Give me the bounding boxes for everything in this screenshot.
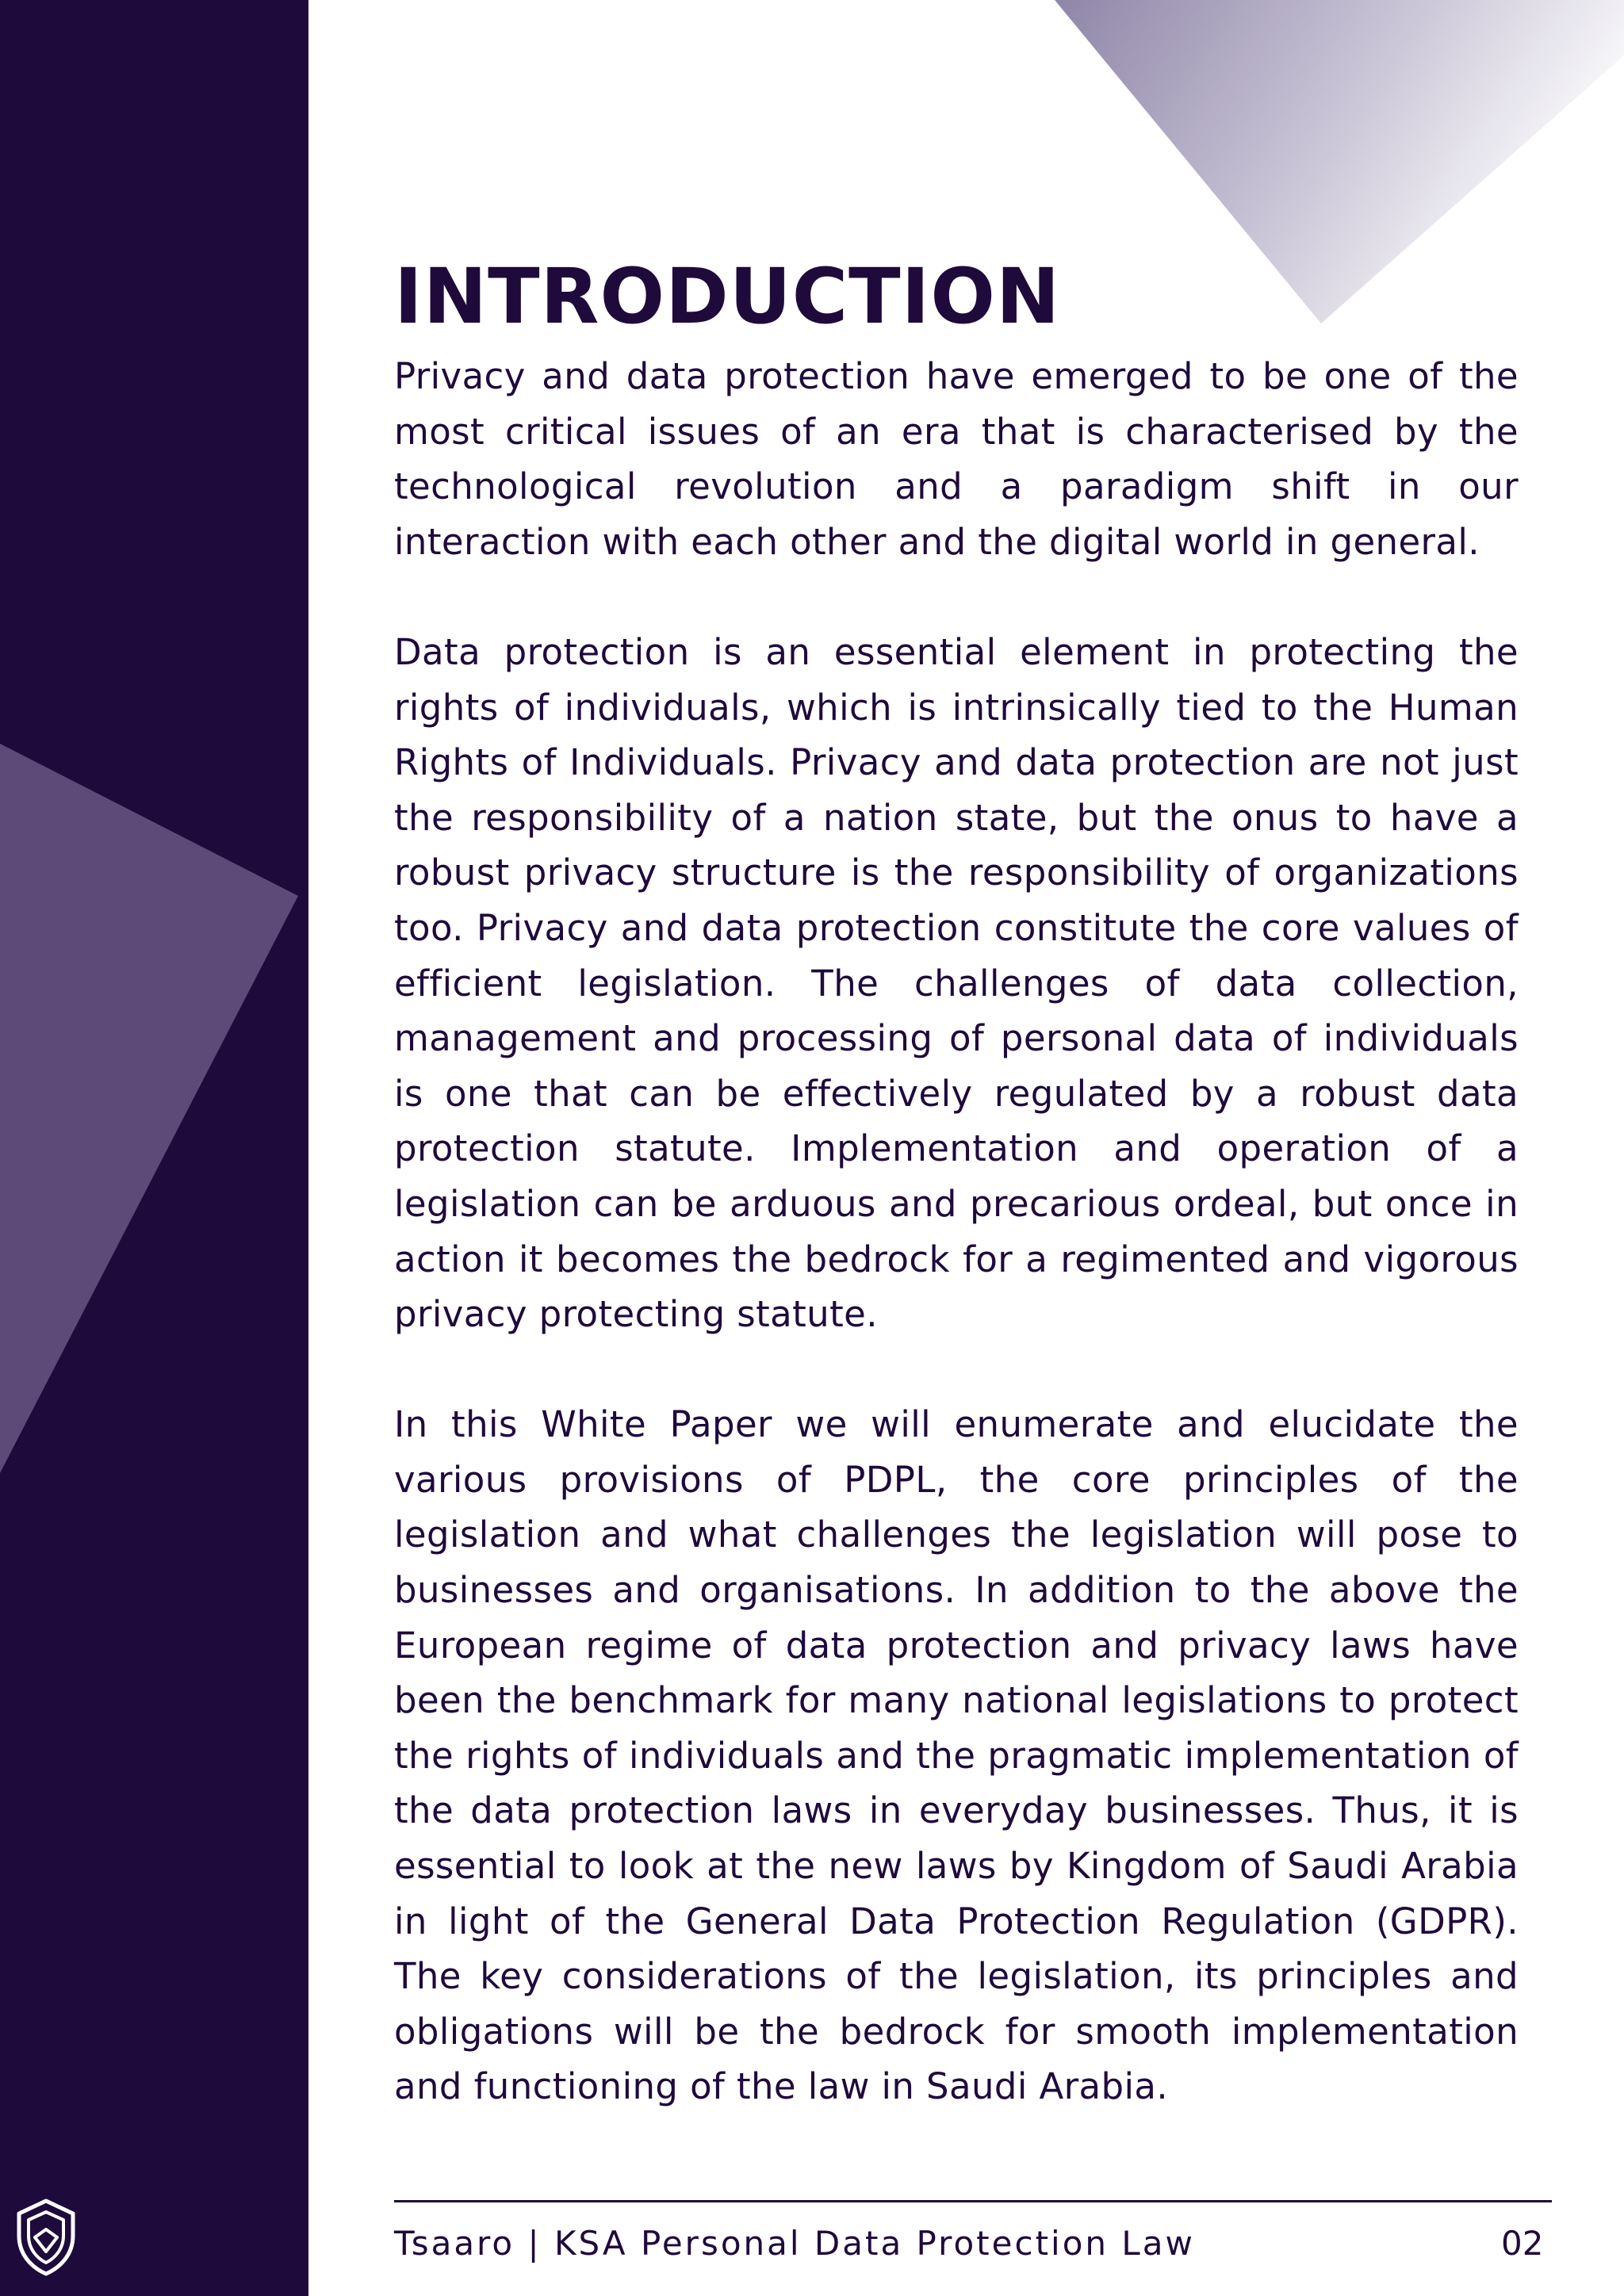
page-number: 02 [1501, 2224, 1544, 2263]
shield-logo-icon [14, 2198, 78, 2277]
intro-paragraph-3: In this White Paper we will enumerate and elucidate the various provisions of PDPL, the core principles of the legislation and what challenges the legislation will pose to businesses and organisations. In addition to the above the European regime of data protection and privacy laws have been the benchmark for many national legislations to protect the rights of individuals and the pragmatic implementation of the data protection laws in everyday businesses. Thus, it is essential to look at the new laws by Kingdom of Saudi Arabia in light of the General Data Protection Regulation (GDPR). The key considerations of the legislation, its principles and obligations will be the bedrock for smooth implementation and functioning of the law in Saudi Arabia. [394, 1403, 1519, 2108]
intro-paragraph-1: Privacy and data protection have emerged to be one of the most critical issues of an era that is characterised by the technological revolution and a paradigm shift in our interaction with each other and the digital world in general. [394, 355, 1519, 563]
footer-divider [394, 2200, 1552, 2202]
page-title: INTRODUCTION [394, 252, 1061, 341]
footer-title: Tsaaro | KSA Personal Data Protection Law [394, 2224, 1195, 2263]
main-content [394, 252, 1519, 2114]
intro-paragraph-2: Data protection is an essential element in protecting the rights of individuals, which is intrinsically tied to the Human Rights of Individuals. Privacy and data protection are not just the responsibility of a nation state, but the onus to have a robust privacy structure is the responsibility of organizations too. Privacy and data protection constitute the core values of efficient legislation. The challenges of data collection, management and processing of personal data of individuals is one that can be effectively regulated by a robust data protection statute. Implementation and operation of a legislation can be arduous and precarious ordeal, but once in action it becomes the bedrock for a regimented and vigorous privacy protecting statute. [394, 630, 1519, 1336]
sidebar-decorative-shape [0, 0, 308, 2296]
sidebar-polygon [0, 744, 298, 1473]
sidebar-band [0, 0, 308, 2296]
